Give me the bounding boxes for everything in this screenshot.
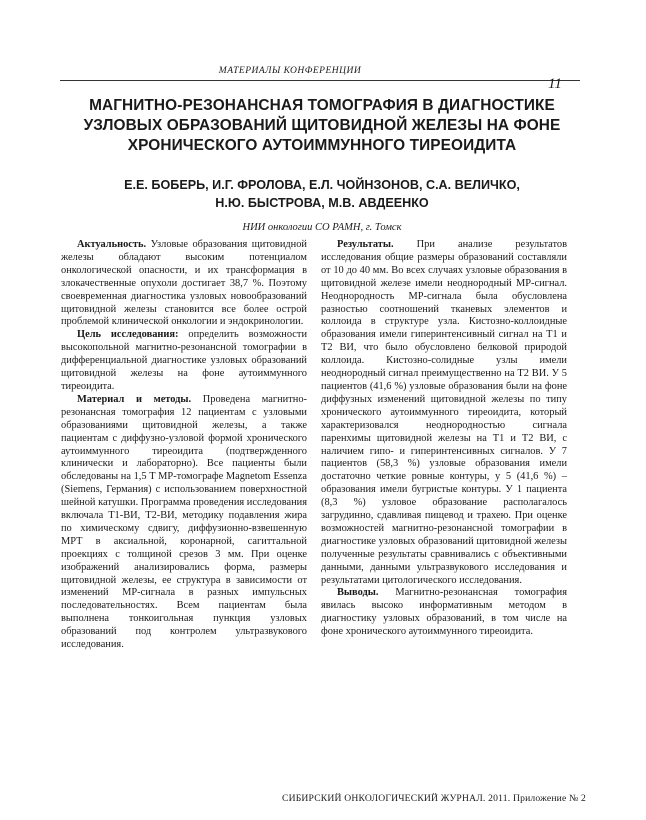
aim-text: определить возможности высокопольной магнитно-резонансной томографии в дифференциальной диагностике узловых образований щитовидной железы на фоне аутоиммунного тиреоидита.: [61, 329, 308, 392]
left-column: [61, 239, 307, 652]
header-rule: [60, 80, 580, 81]
conclusions-text: Магнитно-резонансная томография явилась высоко информативным методом в диагностику узловых образований, в том числе на фоне хронического аутоиммунного тиреоидита.: [321, 587, 567, 638]
authors-line: Е.Е. БОБЕРЬ, И.Г. ФРОЛОВА, Е.Л. ЧОЙНЗОНОВ, С.А. ВЕЛИЧКО,: [124, 178, 520, 192]
authors: [40, 176, 604, 212]
relevance-text: Узловые образования щитовидной железы обладают высоким потенциалом онкологической опасности, и их трансформация в злокачественные опухоли достигает 38,7 %. Поэтому своевременная диагностика узловых новообразований щитовидной железы становится все более острой проблемой клинической онкологии и эндокринологии.: [61, 239, 307, 328]
article-title: [40, 96, 604, 156]
conclusions-paragraph: [321, 587, 567, 639]
authors-line: Н.Ю. БЫСТРОВА, М.В. АВДЕЕНКО: [215, 196, 429, 210]
conclusions-heading: Выводы.: [337, 587, 379, 599]
title-line: МАГНИТНО-РЕЗОНАНСНАЯ ТОМОГРАФИЯ В ДИАГНОСТИКЕ: [89, 97, 555, 114]
journal-footer: СИБИРСКИЙ ОНКОЛОГИЧЕСКИЙ ЖУРНАЛ. 2011. Приложение № 2: [281, 793, 586, 804]
affiliation: НИИ онкологии СО РАМН, г. Томск: [242, 222, 402, 233]
results-heading: Результаты.: [337, 239, 394, 250]
methods-heading: Материал и методы.: [77, 393, 192, 405]
aim-paragraph: [61, 329, 307, 394]
methods-text: Проведена магнитно-резонансная томография 12 пациентам с узловыми образованиями щитовидной железы, а также пациентам с диффузно-узловой формой хронического аутоиммунного тиреоидита (подтвержденного клинически и лабораторно). Все пациенты были обследованы на 1,5 Т МР-томографе Magnetom Essenza (Siemens, Германия) с использованием поверхностной шейной катушки. Программа проведения исследования включала Т1-ВИ, Т2-ВИ, методику подавления жира по химическому сдвигу, диффузионно-взвешенную МРТ в аксиальной, коронарной, сагиттальной проекциях с толщиной срезов 3 мм. При оценке изображений анализировались форма, размеры щитовидной железы, ее структура в зависимости от изменений МР-сигнала в разных импульсных последовательностях. Всем пациентам была выполнена тонкоигольная пункция узловых образований под контролем ультразвукового исследования.: [61, 393, 307, 651]
title-line: ХРОНИЧЕСКОГО АУТОИММУННОГО ТИРЕОИДИТА: [127, 137, 517, 154]
running-header: МАТЕРИАЛЫ КОНФЕРЕНЦИИ: [218, 66, 362, 76]
aim-heading: Цель исследования:: [77, 329, 179, 341]
relevance-paragraph: [61, 239, 307, 329]
results-text: При анализе результатов исследования общие размеры образований составляли от 10 до 40 мм. Во всех случаях узловые образования в щитовидной железе имели неоднородный МР-сигнал. Неоднородность МР-сигнала была обусловлена разностью соотношений тканевых элементов и коллоида в структуре узла. Кистозно-коллоидные образования имели гиперинтенсивный сигнал на Т1 и Т2 ВИ, что было обусловлено белковой природой коллоида. Кистозно-солидные узлы имели неоднородный сигнал преимущественно на Т2 ВИ. У 5 пациентов (41,6 %) узловые образования были на фоне диффузных изменений щитовидной железы по типу хронического аутоиммунного тиреоидита, который характеризовался неоднородностью сигнала паренхимы щитовидной железы на Т1 и Т2 ВИ, с наличием гипо- и гиперинтенсивных сигналов. У 7 пациентов (58,3 %) узловые образования имели достаточно четкие ровные контуры, у 5 (41,6 %) – образования имели бугристые контуры. У 1 пациента (8,3 %) узловое образование располагалось загрудинно, сдавливая пищевод и трахею. При оценке возможностей магнитно-резонансной томографии в диагностике узловых образований щитовидной железы полученные результаты сравнивались с объективными данными, данными ультразвукового исследования и результатами цитологического исследования.: [321, 239, 567, 586]
page-number: 11: [548, 76, 562, 92]
results-paragraph: [321, 239, 567, 587]
right-column: [321, 239, 567, 639]
methods-paragraph: [61, 394, 307, 652]
title-line: УЗЛОВЫХ ОБРАЗОВАНИЙ ЩИТОВИДНОЙ ЖЕЛЕЗЫ НА ФОНЕ: [83, 117, 561, 134]
relevance-heading: Актуальность.: [77, 239, 147, 250]
